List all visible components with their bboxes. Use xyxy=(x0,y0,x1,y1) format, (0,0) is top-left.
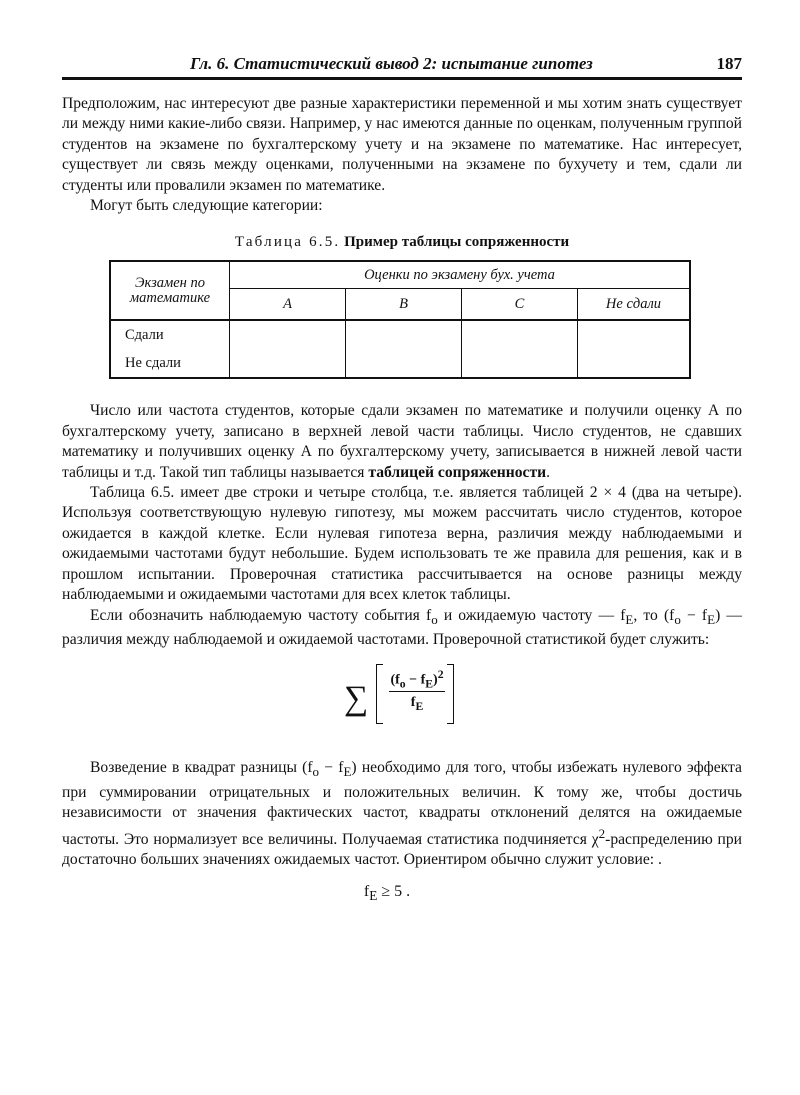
chapter-title: Гл. 6. Статистический вывод 2: испытание гипотез xyxy=(190,54,593,73)
subscript: o xyxy=(399,677,406,691)
stub-header: Экзамен по математике xyxy=(110,261,230,320)
column-header: C xyxy=(462,289,578,321)
subscript: o xyxy=(312,764,320,780)
table-cell xyxy=(462,320,578,378)
page-number: 187 xyxy=(716,54,742,73)
bracket-group xyxy=(376,664,454,724)
running-header xyxy=(62,48,742,80)
formula-text: (f xyxy=(390,673,400,689)
contingency-table xyxy=(109,260,691,379)
formula-text: − f xyxy=(405,673,426,689)
paragraph-text: . xyxy=(546,463,551,481)
paragraph-notation xyxy=(62,606,742,651)
paragraph-text: Число или частота студентов, которые сдали экзамен по математике и получили оценку А по бухгалтерскому учету, записано в верхней левой части таблицы. Число студентов, не сдавших математику и получивших оценку А по бухгалтерскому учету, записывается в нижней левой части таблицы и т.д. Такой тип таблицы называется xyxy=(62,402,742,481)
subscript: o xyxy=(431,611,438,627)
superscript: 2 xyxy=(598,825,606,841)
paragraph-categories: Могут быть следующие категории: xyxy=(90,197,323,215)
table-cell xyxy=(578,320,691,378)
paragraph-text: ) — различия между наблюдаемой и ожидаемой частотами. Проверочной статистикой будет служить: xyxy=(62,606,742,649)
subscript: o xyxy=(674,611,681,627)
table-caption xyxy=(62,234,742,251)
paragraph-text: , то (f xyxy=(633,606,675,624)
paragraph-contingency xyxy=(62,401,742,483)
table-caption-title: Пример таблицы сопряженности xyxy=(344,234,570,251)
condition-formula xyxy=(32,883,742,904)
row-label: Сдали xyxy=(110,320,230,349)
formula-text: f xyxy=(410,695,416,711)
subscript: E xyxy=(343,764,352,780)
page xyxy=(62,48,742,904)
table-caption-label: Таблица 6.5. xyxy=(234,234,341,251)
fraction-bar xyxy=(389,691,445,692)
span-header: Оценки по экзамену бух. учета xyxy=(230,261,691,289)
chi-square-formula xyxy=(62,658,742,736)
paragraph-intro: Предположим, нас интересуют две разные характеристики переменной и мы хотим знать существует ли между ними какие-либо связи. Например, у нас имеются данные по оценкам, полученным группой студентов на экзамене по бухгалтерскому учету и на экзамене по математике. Нас интересует, существует ли связь между оценками, полученными на экзамене по бухучету и тем, сдали ли студенты или провалили экзамен по математике. xyxy=(62,95,742,194)
subscript: E xyxy=(415,700,424,714)
term-contingency-table: таблицей сопряженности xyxy=(368,463,547,481)
subscript: E xyxy=(707,611,716,627)
column-header: Не сдали xyxy=(578,289,691,321)
formula-numerator xyxy=(389,668,445,690)
formula-denominator xyxy=(389,695,445,713)
subscript: E xyxy=(425,677,434,691)
paragraph-table-description: Таблица 6.5. имеет две строки и четыре столбца, т.е. является таблицей 2 × 4 (два на четыре). Используя соответствующую нулевую гипотезу, мы можем рассчитать число студентов, которое ожидается в каждой клетке. Если нулевая гипотеза верна, различия между наблюдаемыми и ожидаемыми частотами будут небольшие. Будем использовать те же правила для решения, как и в прошлом испытании. Проверочная статистика рассчитывается на основе разницы между наблюдаемыми и ожидаемыми частотами для всех клеток таблицы. xyxy=(62,484,742,604)
sum-symbol: ∑ xyxy=(344,680,369,718)
paragraph-text: -распределению при достаточно больших значениях ожидаемых частот. Ориентиром обычно служит условие: . xyxy=(62,830,742,869)
column-header: A xyxy=(230,289,346,321)
row-label: Не сдали xyxy=(110,349,230,378)
paragraph-text: − f xyxy=(680,606,708,624)
paragraph-text: − f xyxy=(319,759,344,777)
paragraph-squaring xyxy=(62,758,742,870)
subscript: E xyxy=(625,611,634,627)
paragraph-text: Если обозначить наблюдаемую частоту события f xyxy=(90,606,432,624)
formula-text: ) xyxy=(433,673,438,689)
formula-text: f xyxy=(363,882,370,900)
paragraph-text: ) необходимо для того, чтобы избежать нулевого эффекта при суммировании отрицательных и положительных величин. К тому же, чтобы достичь независимости от значения фактических частот, квадраты отклонений делятся на ожидаемые частоты. Это нормализует все величины. Получаемая статистика подчиняется χ xyxy=(62,759,742,848)
column-header: B xyxy=(346,289,462,321)
formula-text: ≥ 5 . xyxy=(377,882,411,900)
paragraph-text: и ожидаемую частоту — f xyxy=(437,606,626,624)
table-cell xyxy=(346,320,462,378)
paragraph-text: Возведение в квадрат разницы (f xyxy=(90,759,313,777)
subscript: E xyxy=(369,887,378,903)
table-cell xyxy=(230,320,346,378)
superscript: 2 xyxy=(437,668,444,682)
